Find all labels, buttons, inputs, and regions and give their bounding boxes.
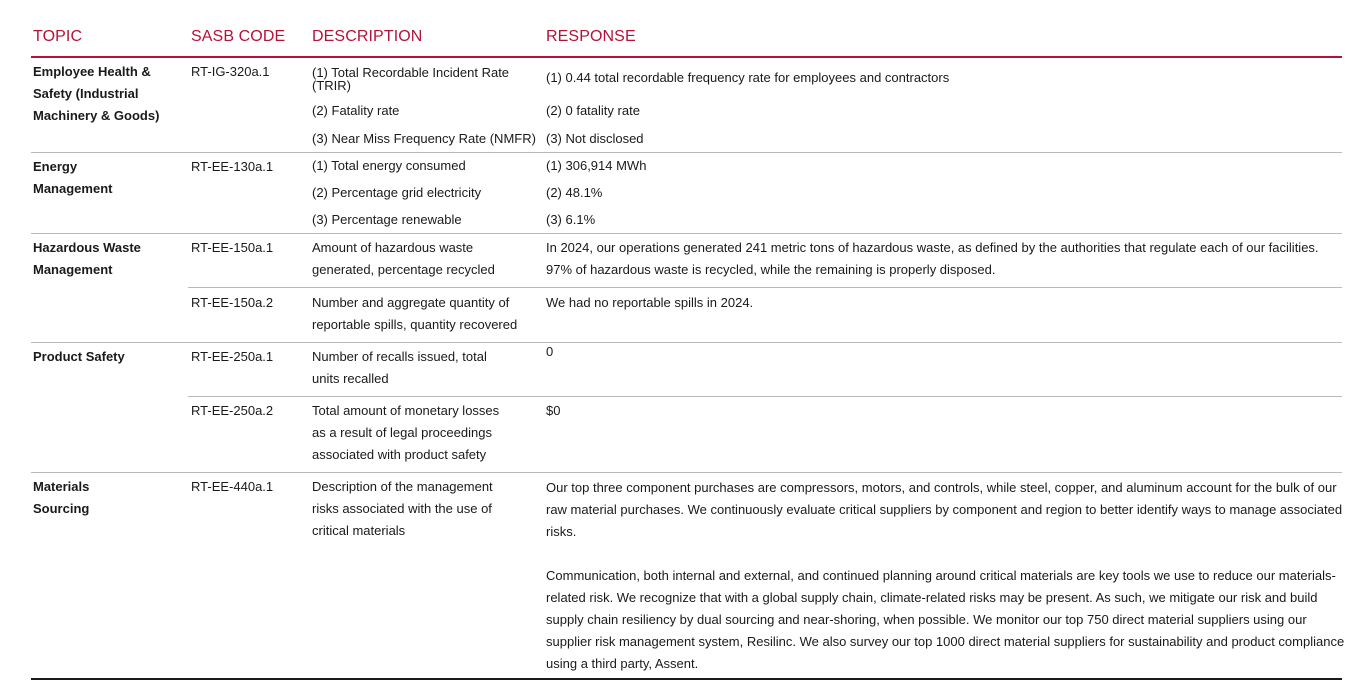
code-product-1: RT-EE-250a.1 — [191, 349, 274, 364]
header-description: DESCRIPTION — [312, 28, 423, 45]
desc-energy-2: (2) Percentage grid electricity — [312, 185, 482, 200]
desc-energy-3: (3) Percentage renewable — [312, 212, 462, 227]
topic-energy-management: Energy Management — [33, 159, 113, 196]
header-rule — [31, 56, 1342, 58]
desc-waste-1: Amount of hazardous waste generated, percentage recycled — [312, 240, 495, 277]
code-product-2: RT-EE-250a.2 — [191, 403, 274, 418]
resp-energy-1: (1) 306,914 MWh — [546, 158, 647, 173]
sub-row-divider — [188, 396, 1342, 397]
resp-materials-paragraph-2: Communication, both internal and external, and continued planning around critical materials are key tools we use to reduce our materials- related risk. We recognize that with a global supply chain, climate-related risks may be present. As such, we mitigate our risk and build supply chain resiliency by dual sourcing and near-shoring, when possible. We monitor our top 750 direct material suppliers using our supplier risk management system, Resilinc. We also survey our top 1000 direct material suppliers for sustainability and product compliance using a third party, Assent. — [546, 568, 1345, 671]
row-divider — [31, 233, 1342, 234]
code-energy: RT-EE-130a.1 — [191, 159, 274, 174]
desc-waste-2: Number and aggregate quantity of reportable spills, quantity recovered — [312, 295, 518, 332]
row-divider — [31, 342, 1342, 343]
resp-product-1: 0 — [546, 344, 554, 359]
sub-row-divider — [188, 287, 1342, 288]
code-waste-2: RT-EE-150a.2 — [191, 295, 274, 310]
resp-energy-2: (2) 48.1% — [546, 185, 603, 200]
row-divider — [31, 472, 1342, 473]
desc-ehs-2: (2) Fatality rate — [312, 103, 400, 118]
resp-ehs-3: (3) Not disclosed — [546, 131, 644, 146]
topic-materials-sourcing: Materials Sourcing — [33, 479, 90, 516]
desc-ehs-1: (1) Total Recordable Incident Rate (TRIR) — [312, 65, 510, 93]
resp-waste-1: In 2024, our operations generated 241 metric tons of hazardous waste, as defined by the authorities that regulate each of our facilities. 97% of hazardous waste is recycled, while the remaining is properly disposed. — [546, 240, 1319, 277]
table-bottom-rule — [31, 678, 1342, 680]
resp-product-2: $0 — [546, 403, 561, 418]
code-waste-1: RT-EE-150a.1 — [191, 240, 274, 255]
desc-energy-1: (1) Total energy consumed — [312, 158, 466, 173]
desc-ehs-3: (3) Near Miss Frequency Rate (NMFR) — [312, 131, 536, 146]
code-ehs: RT-IG-320a.1 — [191, 64, 270, 79]
header-topic: TOPIC — [33, 28, 83, 45]
topic-employee-health-safety: Employee Health & Safety (Industrial Machinery & Goods) — [33, 64, 160, 123]
resp-ehs-1: (1) 0.44 total recordable frequency rate for employees and contractors — [546, 70, 950, 85]
row-divider — [31, 152, 1342, 153]
topic-product-safety: Product Safety — [33, 349, 125, 364]
resp-energy-3: (3) 6.1% — [546, 212, 596, 227]
header-sasb-code: SASB CODE — [191, 28, 286, 45]
resp-ehs-2: (2) 0 fatality rate — [546, 103, 640, 118]
resp-waste-2: We had no reportable spills in 2024. — [546, 295, 754, 310]
resp-materials-paragraph-1: Our top three component purchases are compressors, motors, and controls, while steel, copper, and aluminum account for the bulk of our raw material purchases. We continuously evaluate critical suppliers by component and region to better identify ways to manage associated risks. — [546, 480, 1343, 539]
desc-materials: Description of the management risks associated with the use of critical materials — [312, 479, 493, 538]
desc-product-2: Total amount of monetary losses as a result of legal proceedings associated with product safety — [312, 403, 500, 462]
desc-product-1: Number of recalls issued, total units recalled — [312, 349, 487, 386]
code-materials: RT-EE-440a.1 — [191, 479, 274, 494]
topic-hazardous-waste: Hazardous Waste Management — [33, 240, 141, 277]
header-response: RESPONSE — [546, 28, 636, 45]
